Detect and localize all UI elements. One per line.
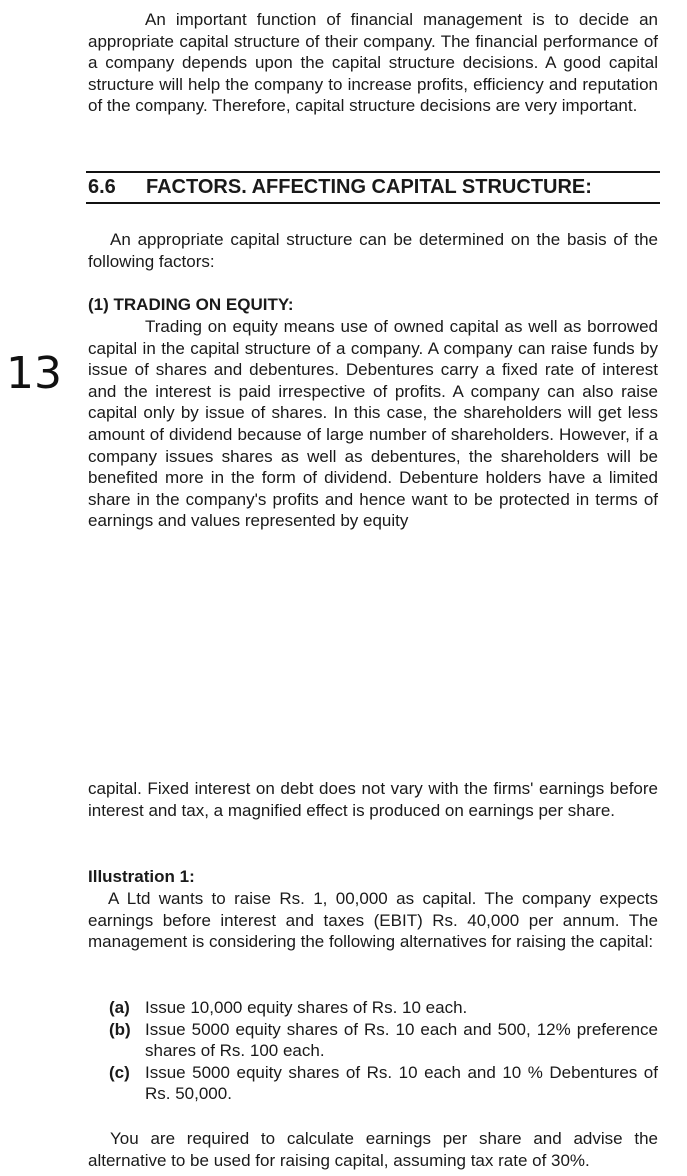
alternatives-list <box>109 997 658 1105</box>
illustration-question: You are required to calculate earnings per share and advise the alternative to be used for raising capital, assuming tax rate of 30%. <box>88 1129 658 1170</box>
section-heading <box>86 171 660 204</box>
list-item <box>109 1062 658 1105</box>
factor-heading: (1) TRADING ON EQUITY: <box>88 295 294 314</box>
list-item <box>109 997 658 1019</box>
intro-paragraph: An important function of financial management is to decide an appropriate capital structure of their company. The financial performance of a company depends upon the capital structure decisions. A good capital structure will help the company to increase profits, efficiency and reputation of the company. Therefore, capital structure decisions are very important. <box>88 10 658 116</box>
factor-paragraph: Trading on equity means use of owned capital as well as borrowed capital in the capital structure of a company. A company can raise funds by issue of shares and debentures. Debentures carry a fixed rate of interest and the interest is paid irrespective of profits. A company can also raise capital only by issue of shares. In this case, the shareholders will get less amount of dividend because of large number of shareholders. However, if a company issues shares as well as debentures, the shareholders will be benefited more in the form of dividend. Debenture holders have a limited share in the company's profits and hence want to be protected in terms of earnings and values represented by equity <box>88 317 658 531</box>
list-marker: (b) <box>109 1019 131 1039</box>
section-number: 6.6 <box>88 176 116 198</box>
list-marker: (c) <box>109 1062 130 1082</box>
illustration-heading: Illustration 1: <box>88 867 195 886</box>
list-marker: (a) <box>109 998 130 1017</box>
section-intro-paragraph: An appropriate capital structure can be determined on the basis of the following factors: <box>88 230 658 271</box>
list-item <box>109 1019 658 1062</box>
list-item-text: Issue 5000 equity shares of Rs. 10 each and 500, 12% preference shares of Rs. 100 each. <box>145 1019 658 1061</box>
section-title: FACTORS. AFFECTING CAPITAL STRUCTURE: <box>146 176 592 198</box>
list-item-text: Issue 5000 equity shares of Rs. 10 each and 10 % Debentures of Rs. 50,000. <box>145 1062 658 1104</box>
page-number: 13 <box>6 348 62 399</box>
illustration-paragraph: A Ltd wants to raise Rs. 1, 00,000 as capital. The company expects earnings before interest and taxes (EBIT) Rs. 40,000 per annum. The management is considering the following alternatives for raising the capital: <box>88 889 658 952</box>
list-item-text: Issue 10,000 equity shares of Rs. 10 each. <box>145 998 468 1017</box>
factor-continuation-paragraph: capital. Fixed interest on debt does not vary with the firms' earnings before interest and tax, a magnified effect is produced on earnings per share. <box>88 779 658 820</box>
